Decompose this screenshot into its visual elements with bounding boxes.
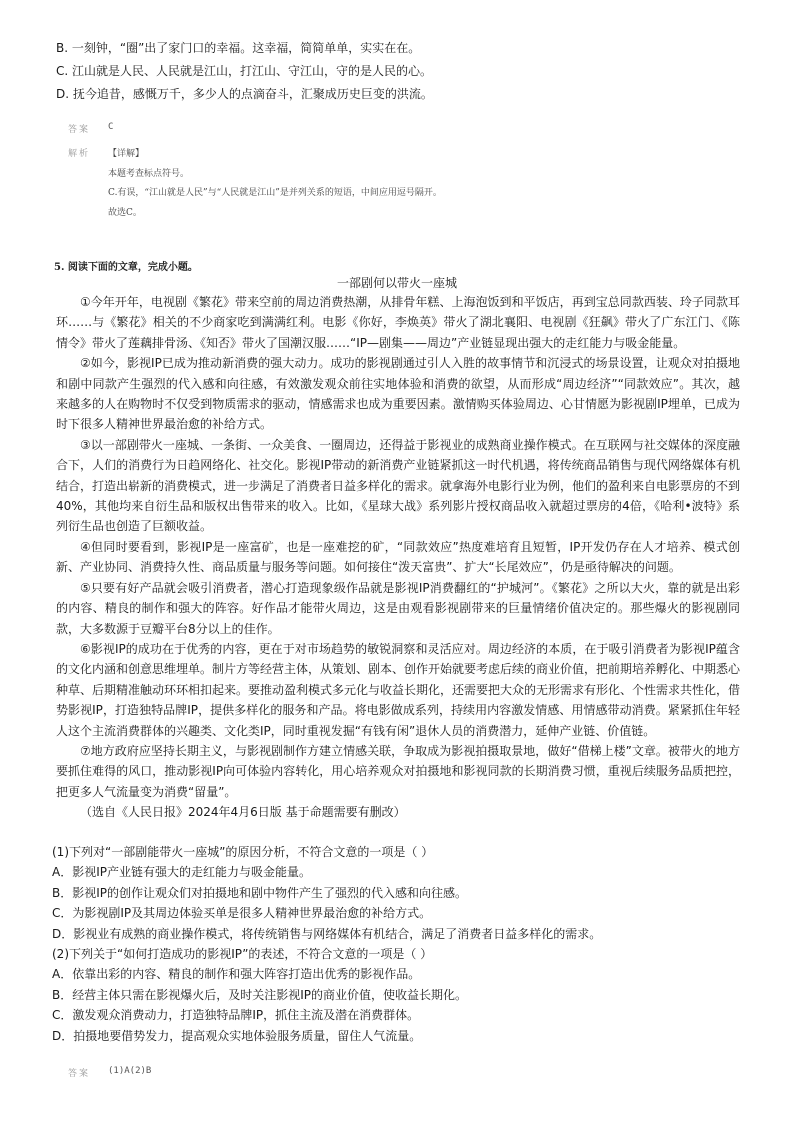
sub-question-stem: (1)下列对“一部剧能带火一座城”的原因分析，不符合文意的一项是（ ） — [52, 845, 434, 859]
question-heading: 5. 阅读下面的文章，完成小题。 — [54, 262, 198, 273]
article-paragraph: ④但同时要看到，影视IP是一座富矿，也是一座难挖的矿，“同款效应”热度难培育且短暂，IP开发仍存在人才培养、模式创新、产业协同、消费持久性、商品质量与服务等问题。如何接住“泼天富贵”、扩大“长尾效应”，仍是亟待解决的问题。 — [56, 539, 740, 575]
article-paragraph: ①今年开年，电视剧《繁花》带来空前的周边消费热潮，从排骨年糕、上海泡饭到和平饭店，再到宝总同款西装、玲子同款耳环……与《繁花》相关的不少商家吃到满满红利。电影《你好，李焕英》带火了湖北襄阳、电视剧《狂飙》带火了广东江门、《陈情令》带火了莲藕排骨汤、《知否》带火了国潮汉服……“IP—剧集——周边”产业链显现出强大的走红能力与吸金能量。 — [56, 295, 740, 350]
prev-option-b: B. 一刻钟，“圈”出了家门口的幸福。这幸福，简简单单，实实在在。 — [56, 41, 421, 55]
sub-question-option: B．经营主体只需在影视爆火后，及时关注影视IP的商业价值，使收益长期化。 — [52, 987, 468, 1002]
prev-option-d: D. 抚今追昔，感慨万千，多少人的点滴奋斗，汇聚成历史巨变的洪流。 — [56, 87, 433, 101]
answer-value: C — [108, 122, 114, 132]
article-paragraph: ⑥影视IP的成功在于优秀的内容，更在于对市场趋势的敏锐洞察和灵活应对。周边经济的本质，在于吸引消费者为影视IP蕴含的文化内涵和创意思维埋单。制片方等经营主体，从策划、剧本、创作开始就要考虑后续的商业价值，把前期培养孵化、中期悉心种草、后期精准触动环环相扣起来。要推动盈利模式多元化与收益长期化，还需要把大众的无形需求有形化、个性需求共性化，借势影视IP，打造独特品牌IP，提供多样化的服务和产品。将电影做成系列，持续用内容激发情感、用情感带动消费。紧紧抓住年轻人这个主流消费群体的兴趣类、文化类IP，同时重视发掘“有钱有闲”退休人员的消费潜力，延伸产业链、价值链。 — [56, 641, 741, 738]
sub-question-option: A．依靠出彩的内容、精良的制作和强大阵容打造出优秀的影视作品。 — [52, 967, 421, 982]
analysis-line: 故选C。 — [108, 207, 142, 218]
analysis-line: C.有误，“江山就是人民”与“人民就是江山”是并列关系的短语，中间应用逗号隔开。 — [108, 188, 442, 198]
sub-question-option: A．影视IP产业链有强大的走红能力与吸金能量。 — [52, 865, 311, 880]
article-source: （选自《人民日报》2024年4月6日版 基于命题需要有删改） — [80, 805, 406, 820]
q5-answer-label: 答案 — [68, 1069, 91, 1079]
analysis-label: 解析 — [68, 149, 91, 159]
sub-question-option: C．激发观众消费动力，打造独特品牌IP，抓住主流及潜在消费群体。 — [52, 1008, 420, 1023]
answer-label: 答案 — [68, 125, 91, 135]
article-paragraph: ③以一部剧带火一座城、一条街、一众美食、一圈周边，还得益于影视业的成熟商业操作模式。在互联网与社交媒体的深度融合下，人们的消费行为日趋网络化、社交化。影视IP带动的新消费产业链紧抓这一时代机遇，将传统商品销售与现代网络媒体有机结合，打造出崭新的消费模式，进一步满足了消费者日益多样化的需求。就拿海外电影行业为例，他们的盈利来自电影票房的不到40%，其他均来自衍生品和版权出售带来的收入。比如，《星球大战》系列影片授权商品收入就超过票房的4倍，《哈利•波特》系列衍生品也创造了巨额收益。 — [56, 437, 741, 534]
article-body — [56, 292, 740, 823]
sub-question-option: B．影视IP的创作让观众们对拍摄地和剧中物件产生了强烈的代入感和向往感。 — [52, 885, 468, 900]
sub-question-option: D．拍摄地要借势发力，提高观众实地体验服务质量，留住人气流量。 — [52, 1028, 422, 1043]
sub-question-option: C．为影视剧IP及其周边体验买单是很多人精神世界最治愈的补给方式。 — [52, 906, 432, 921]
analysis-block — [108, 145, 748, 223]
analysis-line: 本题考查标点符号。 — [108, 168, 190, 179]
prev-option-c: C. 江山就是人民、人民就是江山，打江山、守江山，守的是人民的心。 — [56, 64, 433, 78]
article-paragraph: ⑤只要有好产品就会吸引消费者，潜心打造现象级作品就是影视IP消费翻红的“护城河”。《繁花》之所以大火，靠的就是出彩的内容、精良的制作和强大的阵容。好作品才能带火周边，这是由观看影视剧带来的巨量情绪价值决定的。那些爆火的影视剧同款，大多数源于豆瓣平台8分以上的佳作。 — [56, 580, 740, 636]
sub-question-stem: (2)下列关于“如何打造成功的影视IP”的表述，不符合文意的一项是（ ） — [52, 947, 433, 962]
sub-question-option: D．影视业有成熟的商业操作模式，将传统销售与网络媒体有机结合，满足了消费者日益多样化的需求。 — [52, 926, 602, 941]
sub-questions — [52, 842, 752, 1046]
article-paragraph: ⑦地方政府应坚持长期主义，与影视剧制作方建立情感关联，争取成为影视拍摄取景地，做好“借梯上楼”文章。被带火的地方要抓住难得的风口，推动影视IP向可体验内容转化，用心培养观众对拍摄地和影视同款的长期消费习惯，重视后续服务品质把控，把更多人气流量变为消费“留量”。 — [56, 743, 740, 799]
article-paragraph: ②如今，影视IP已成为推动新消费的强大动力。成功的影视剧通过引人入胜的故事情节和沉浸式的场景设置，让观众对拍摄地和剧中同款产生强烈的代入感和向往感，有效激发观众前往实地体验和消费的欲望，从而形成“周边经济”“同款效应”。其次，越来越多的人在购物时不仅受到物质需求的驱动，情感需求也成为重要因素。激情购买体验周边、心甘情愿为影视剧IP埋单，已成为时下很多人精神世界最治愈的补给方式。 — [56, 356, 740, 432]
analysis-line: 【详解】 — [108, 149, 145, 159]
q5-answer-value: (1)A(2)B — [108, 1066, 152, 1076]
article-title: 一部剧何以带火一座城 — [336, 276, 457, 290]
